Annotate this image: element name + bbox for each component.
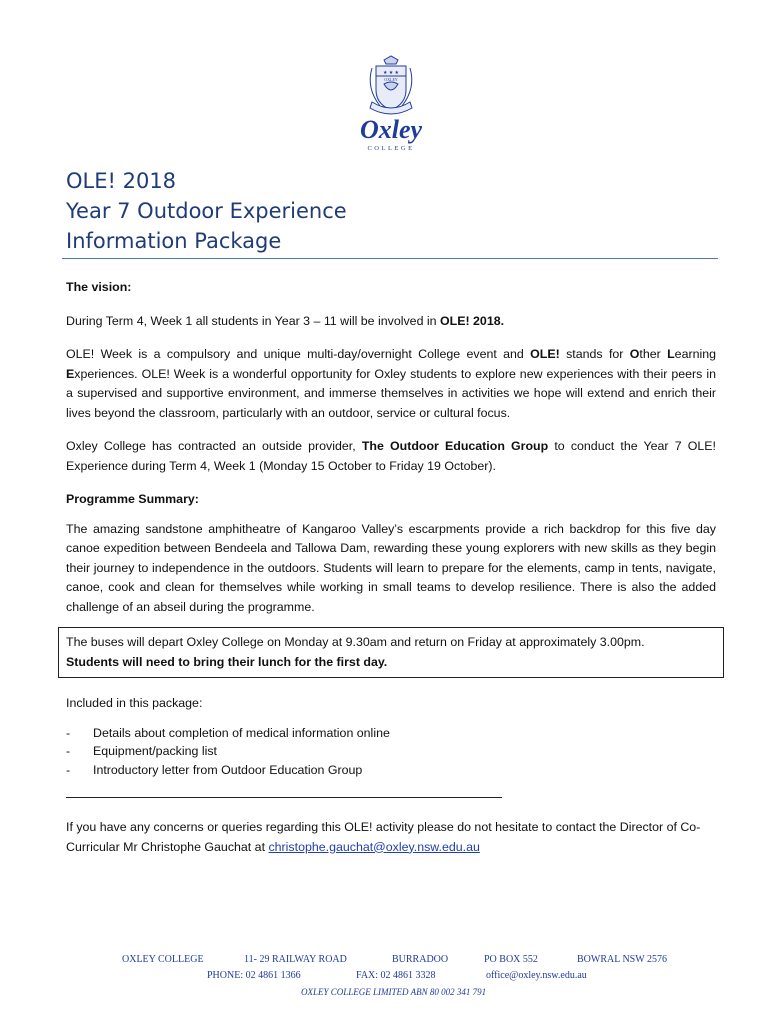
vision-paragraph-3: Oxley College has contracted an outside provider, The Outdoor Education Group to conduct the Year 7 OLE! Experience during Term 4, Week 1 (Monday 15 October to Friday 19 October).: [66, 439, 716, 473]
footer-fax: FAX: 02 4861 3328: [356, 970, 436, 981]
list-item: - Equipment/packing list: [66, 744, 217, 758]
svg-text:★ ★ ★: ★ ★ ★: [383, 71, 399, 76]
svg-text:OXLEY: OXLEY: [384, 77, 398, 82]
title-line-1: OLE! 2018: [66, 169, 177, 193]
lunch-notice-line: Students will need to bring their lunch for the first day.: [66, 654, 388, 669]
footer-phone: PHONE: 02 4861 1366: [207, 970, 301, 981]
separator-line: [66, 797, 502, 798]
footer-name: OXLEY COLLEGE: [122, 954, 204, 965]
included-list: [66, 724, 716, 780]
footer-email: office@oxley.nsw.edu.au: [486, 970, 587, 981]
vision-paragraph-1: During Term 4, Week 1 all students in Year 3 – 11 will be involved in OLE! 2018.: [66, 313, 505, 328]
title-line-3: Information Package: [66, 229, 282, 253]
footer-suburb: BURRADOO: [392, 954, 449, 965]
vision-paragraph-2: OLE! Week is a compulsory and unique multi-day/overnight College event and OLE! stands for Other Learning Experiences. OLE! Week is a wonderful opportunity for Oxley students to explore new experiences with their peers in a supervised and supportive environment, and immerse themselves in activities we hope will extend and enrich their lives beyond the classroom, particularly with an outdoor, service or cultural focus.: [66, 347, 717, 420]
footer-abn: OXLEY COLLEGE LIMITED ABN 80 002 341 791: [301, 987, 487, 997]
college-crest-logo: [346, 54, 436, 154]
programme-heading: Programme Summary:: [66, 492, 199, 506]
document-title: [66, 166, 718, 256]
included-heading: Included in this package:: [66, 696, 203, 710]
footer-address: 11- 29 RAILWAY ROAD: [244, 954, 347, 965]
logo-subtitle: COLLEGE: [367, 145, 415, 152]
document-body: [66, 278, 716, 871]
title-divider: [62, 258, 718, 259]
footer-town: BOWRAL NSW 2576: [577, 954, 667, 965]
contact-email-link[interactable]: christophe.gauchat@oxley.nsw.edu.au: [268, 839, 480, 854]
bus-notice-line: The buses will depart Oxley College on Monday at 9.30am and return on Friday at approximately 3.00pm.: [66, 635, 645, 649]
contact-paragraph: If you have any concerns or queries regarding this OLE! activity please do not hesitate to contact the Director of Co-Curricular Mr Christophe Gauchat at christophe.gauchat@oxley.nsw.edu.au: [66, 820, 701, 854]
vision-heading: The vision:: [66, 280, 132, 294]
list-item: - Details about completion of medical information online: [66, 725, 390, 740]
footer-pobox: PO BOX 552: [484, 954, 538, 965]
logo-wordmark: Oxley: [359, 115, 423, 144]
title-line-2: Year 7 Outdoor Experience: [66, 199, 347, 223]
bus-notice-box: [58, 627, 724, 678]
list-item: - Introductory letter from Outdoor Education Group: [66, 762, 363, 777]
programme-paragraph: The amazing sandstone amphitheatre of Kangaroo Valley’s escarpments provide a rich backdrop for this five day canoe expedition between Bendeela and Tallowa Dam, rewarding these young explorers with new skills as they begin their journey to independence in the outdoors. Students will learn to prepare for the elements, camp in tents, navigate, canoe, cook and clean for themselves while working in small teams to develop resilience. There is also the added challenge of an abseil during the programme.: [66, 521, 716, 614]
